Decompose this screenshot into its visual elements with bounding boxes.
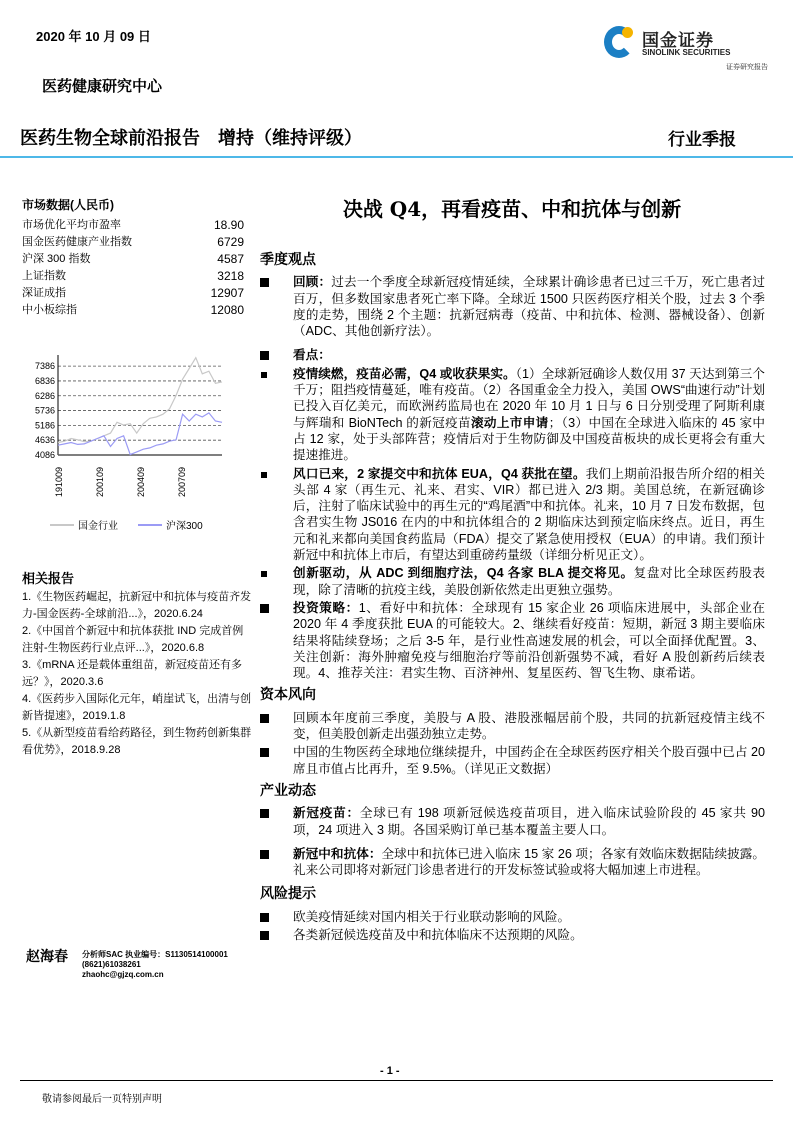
bullet-icon — [260, 748, 269, 757]
legend-label: 沪深300 — [166, 521, 203, 532]
bullet-icon — [260, 351, 269, 360]
text: 过去一个季度全球新冠疫情延续，全球累计确诊患者已过三千万，死亡患者过百万，但多数国家患者死亡率下降。全球近 1500 只医药医疗相关个股，过去 3 个季度的走势，围绕 2 个主题：抗新冠病毒（疫苗、中和抗体、检测、器械设备）、创新（ADC、其他创新疗法）。 — [293, 275, 766, 339]
highlight-antibody — [260, 466, 765, 564]
market-value: 12080 — [210, 303, 244, 317]
text: 欧美疫情延续对国内相关于行业联动影响的风险。 — [293, 909, 571, 924]
text: ；（3）中国在全球进入临床的 45 家中占 12 家，处于头部阵营；疫情后对于生物防御及中国疫苗板块的成长更将会有重大提速推进。 — [293, 415, 765, 463]
series-line-hs300 — [58, 413, 222, 455]
text: 回顾本年度前三季度，美股与 A 股、港股涨幅居前个股，共同的抗新冠疫情主线不变，但美股创新走出强劲独立走势。 — [293, 710, 765, 742]
review-item — [260, 274, 765, 339]
legend-industry — [50, 517, 118, 532]
market-label: 沪深 300 指数 — [22, 253, 91, 265]
bullet-icon — [261, 472, 267, 478]
market-row — [22, 285, 244, 302]
capital-item — [260, 710, 765, 743]
section-heading: 季度观点 — [260, 252, 316, 268]
x-tick-label: 191009 — [54, 466, 64, 497]
y-tick-label: 7386 — [34, 361, 55, 372]
lead: 新冠疫苗： — [293, 806, 360, 821]
bullet-icon — [260, 850, 269, 859]
legend-label: 国金行业 — [78, 521, 118, 532]
market-label: 市场优化平均市盈率 — [22, 219, 121, 231]
x-tick-label: 200709 — [177, 466, 187, 497]
lead: 投资策略： — [293, 600, 359, 615]
market-value: 12907 — [210, 286, 244, 300]
market-data — [22, 196, 244, 319]
text: 全球已有 198 项新冠候选疫苗项目，进入临床试验阶段的 45 家共 90 项，24 项进入 3 期。各国采购订单已基本覆盖主要人口。 — [293, 806, 765, 837]
lead: 风口已来，2 家提交中和抗体 EUA，Q4 获批在望。 — [293, 466, 586, 481]
analyst-email[interactable]: zhaohc@gjzq.com.cn — [82, 970, 164, 979]
bold-text: 滚动上市申请 — [470, 415, 549, 430]
bullet-icon — [261, 372, 267, 378]
logo-dot-icon — [622, 27, 633, 38]
main-content — [260, 246, 765, 945]
text: （1）全球新冠确诊人数仅用 37 天达到第三个千万；阻挡疫情蔓延，唯有疫苗。（2）各国重金全力投入，美国 OWS“曲速行动”计划已投入百亿美元，而欧洲药监局也在 2020 年 10 月 1 日与 6 日分别受理了阿斯利康与辉瑞和 BioNTech 的新冠疫苗 — [293, 366, 765, 430]
logo-cn: 国金证券 — [642, 31, 714, 50]
market-label: 上证指数 — [22, 270, 66, 282]
lead: 新冠中和抗体： — [293, 846, 382, 861]
market-label: 深证成指 — [22, 287, 66, 299]
series-line-industry — [58, 358, 222, 443]
logo-sub: 证券研究报告 — [726, 64, 768, 71]
market-row — [22, 268, 244, 285]
lead: 看点： — [293, 348, 331, 363]
header-divider — [0, 156, 793, 158]
research-center: 医药健康研究中心 — [42, 77, 163, 95]
bullet-icon — [260, 714, 269, 723]
sinolink-logo — [604, 24, 768, 74]
text: 我们上期前沿报告所介绍的相关头部 4 家（再生元、礼来、君实、VIR）都已进入 2/3 期。美国总统，在新冠确诊后，注射了临床试验中的再生元的“鸡尾酒”中和抗体。礼来，10 月 7 日发布数据，包含君实生物 JS016 在内的中和抗体组合的 2 期临床达到预定临床终点。近日，再生元和礼来都向美国食药监局（FDA）提交了紧急使用授权（EUA）的申请。我们预计新冠中和抗体上市后，有望达到重磅药量级（详细分析见正文）。 — [293, 466, 766, 563]
market-data-heading: 市场数据(人民币) — [22, 198, 114, 212]
analyst-name: 赵海春 — [26, 949, 68, 965]
bullet-icon — [260, 278, 269, 287]
footer-divider — [20, 1080, 773, 1081]
section-heading: 资本风向 — [260, 687, 316, 704]
lead: 疫情续燃，疫苗必需，Q4 或收获果实。 — [293, 366, 516, 381]
lead: 回顾： — [293, 275, 332, 290]
y-tick-label: 5736 — [34, 405, 55, 416]
y-tick-label: 6286 — [34, 390, 55, 401]
main-title: 决战 Q4，再看疫苗、中和抗体与创新 — [342, 197, 682, 221]
y-tick-label: 6836 — [34, 375, 55, 386]
industry-antibody — [260, 846, 765, 879]
market-label: 中小板综指 — [22, 304, 77, 316]
section-heading: 风险提示 — [260, 886, 316, 903]
investment-strategy — [260, 600, 765, 681]
related-report-link[interactable]: 2.《中国首个新冠中和抗体获批 IND 完成首例注射-生物医药行业点评...》，2020.6.8 — [22, 625, 244, 654]
market-value: 3218 — [217, 269, 244, 283]
y-tick-label: 4086 — [34, 450, 55, 460]
x-tick-label: 200109 — [95, 466, 105, 497]
capital-item — [260, 744, 765, 777]
related-report-link[interactable]: 5.《从新型疫苗看给药路径，到生物药创新集群看优势》，2018.9.28 — [22, 727, 252, 756]
lead: 创新驱动，从 ADC 到细胞疗法，Q4 各家 BLA 提交将见。 — [293, 566, 634, 581]
related-report-link[interactable]: 1.《生物医药崛起，抗新冠中和抗体与疫苗齐发力-国金医药-全球前沿...》，2020.6.24 — [22, 591, 252, 620]
y-tick-label: 5186 — [34, 420, 55, 431]
x-tick-label: 200409 — [136, 466, 146, 497]
highlight-innovation — [260, 565, 765, 598]
page-number: - 1 - — [380, 1065, 400, 1077]
market-label: 国金医药健康产业指数 — [22, 236, 132, 248]
analyst-phone: (8621)61038261 — [82, 960, 141, 969]
market-row — [22, 217, 244, 234]
related-report-link[interactable]: 3.《mRNA 还是载体重组苗，新冠疫苗还有多远？》，2020.3.6 — [22, 659, 243, 688]
related-reports — [22, 570, 254, 759]
y-tick-label: 4636 — [34, 435, 55, 446]
disclaimer: 敬请参阅最后一页特别声明 — [42, 1094, 162, 1105]
section-heading: 产业动态 — [260, 782, 316, 799]
bullet-icon — [260, 604, 269, 613]
report-type: 行业季报 — [668, 130, 736, 150]
logo-en: SINOLINK SECURITIES — [642, 48, 731, 57]
bullet-icon — [260, 809, 269, 818]
highlights-item — [260, 347, 765, 363]
text: 复盘对比全球医药股表现，除了清晰的抗疫主线，美股创新依然走出更独立强势。 — [293, 566, 766, 597]
market-value: 4587 — [217, 252, 244, 266]
market-row — [22, 251, 244, 268]
industry-vaccine — [260, 805, 765, 838]
highlight-vaccine — [260, 366, 765, 464]
related-report-link[interactable]: 4.《医药步入国际化元年，峭崖试飞，出清与创新皆提速》，2019.1.8 — [22, 693, 252, 722]
market-value: 18.90 — [213, 218, 244, 232]
text: 1、看好中和抗体：全球现有 15 家企业 26 项临床进展中，头部企业在 2020 年 4 季度获批 EUA 的可能较大。2、继续看好疫苗：短期，新冠 3 期主要临床结果将陆续登场；之后 3-5 年，是行业性高速发展的机会，可以全面择优配置。3、关注创新：海外肿瘤免疫与细胞治疗等前沿创新强势不减，看好 A 股创新药后续表现。4、推荐关注：君实生物、百济神州、复星医药、智飞生物、康希诺。 — [293, 600, 765, 681]
bullet-icon — [261, 571, 267, 577]
analyst-cert: 分析师SAC 执业编号：S1130514100001 — [82, 950, 228, 959]
chart-legend — [50, 517, 203, 532]
text: 中国的生物医药全球地位继续提升，中国药企在全球医药医疗相关个股百强中已占 20 席且市值占比再升，至 9.5%。（详见正文数据） — [293, 745, 765, 776]
text: 各类新冠候选疫苗及中和抗体临床不达预期的风险。 — [293, 927, 583, 942]
bullet-icon — [260, 931, 269, 940]
bullet-icon — [260, 913, 269, 922]
legend-hs300 — [138, 517, 203, 532]
index-chart — [20, 355, 235, 535]
risk-item — [260, 909, 765, 925]
related-heading: 相关报告 — [22, 571, 75, 586]
market-row — [22, 234, 244, 251]
report-title: 医药生物全球前沿报告 增持（维持评级） — [20, 128, 362, 148]
market-row — [22, 302, 244, 319]
market-value: 6729 — [217, 235, 244, 249]
text: 全球中和抗体已进入临床 15 家 26 项；各家有效临床数据陆续披露。 礼来公司即将对新冠门诊患者进行的开发标签试验或将大幅加速上市进程。 — [293, 846, 766, 878]
report-date: 2020 年 10 月 09 日 — [36, 29, 151, 44]
risk-item — [260, 927, 765, 943]
